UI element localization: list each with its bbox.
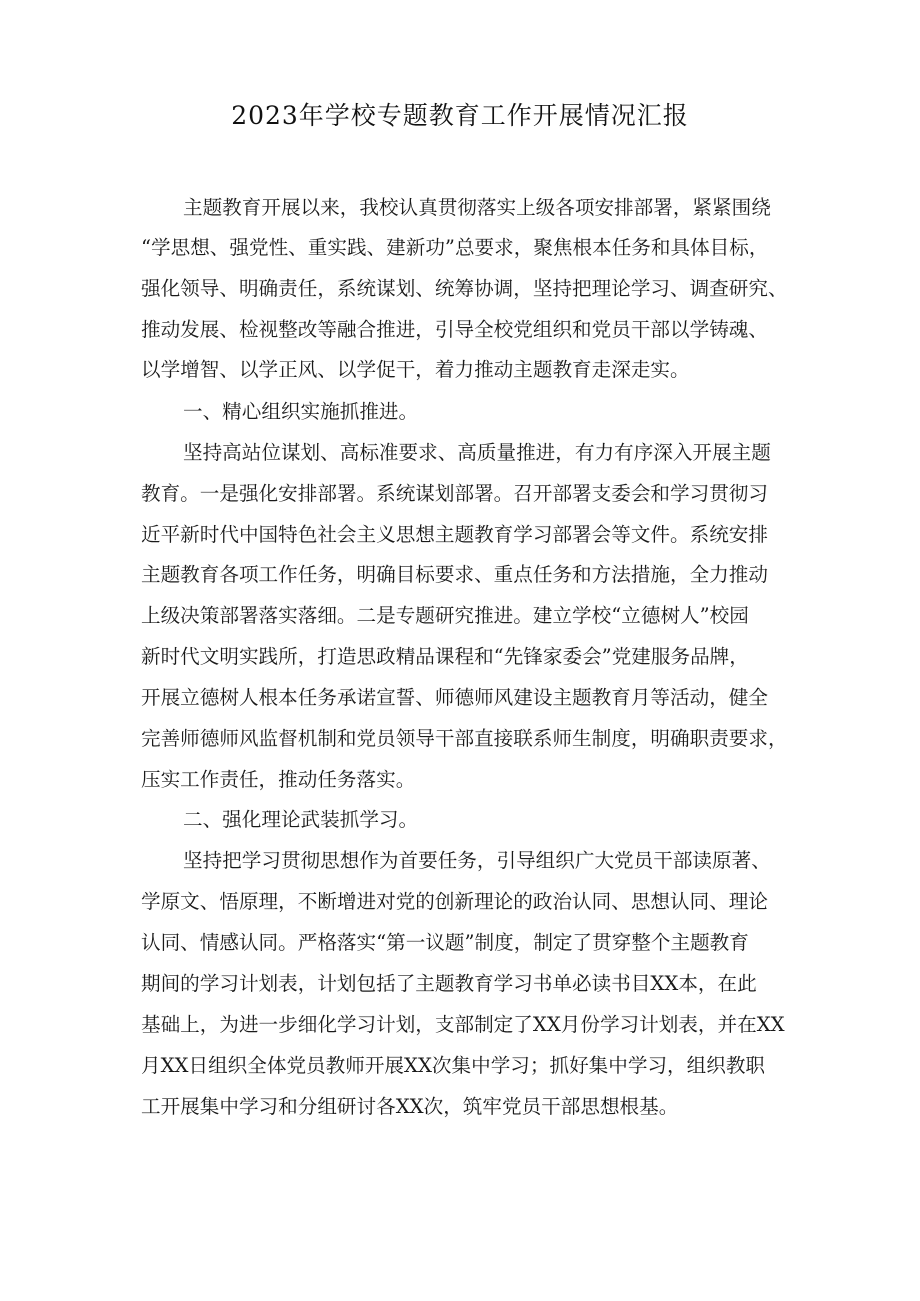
paragraph-line: 坚持把学习贯彻思想作为首要任务，引导组织广大党员干部读原著、 bbox=[183, 849, 771, 872]
paragraph-line: 教育。一是强化安排部署。系统谋划部署。召开部署支委会和学习贯彻习 bbox=[141, 482, 768, 505]
paragraph-line: 以学增智、以学正风、以学促干，着力推动主题教育走深走实。 bbox=[141, 358, 690, 381]
paragraph-line: 推动发展、检视整改等融合推进，引导全校党组织和党员干部以学铸魂、 bbox=[141, 318, 768, 341]
paragraph-line: 上级决策部署落实落细。二是专题研究推进。建立学校“立德树人”校园 bbox=[141, 604, 749, 627]
paragraph-line: 压实工作责任，推动任务落实。 bbox=[141, 768, 416, 791]
paragraph-line: “学思想、强党性、重实践、建新功”总要求，聚焦根本任务和具体目标， bbox=[141, 236, 769, 259]
paragraph-line: 新时代文明实践所，打造思政精品课程和“先锋家委会”党建服务品牌， bbox=[141, 645, 749, 668]
document-title: 2023年学校专题教育工作开展情况汇报 bbox=[231, 101, 689, 130]
section-heading-2: 二、强化理论武装抓学习。 bbox=[183, 808, 419, 831]
paragraph-line: 坚持高站位谋划、高标准要求、高质量推进，有力有序深入开展主题 bbox=[183, 441, 771, 464]
paragraph-line: 工开展集中学习和分组研讨各XX次，筑牢党员干部思想根基。 bbox=[141, 1095, 679, 1118]
section-heading-1: 一、精心组织实施抓推进。 bbox=[183, 400, 419, 423]
paragraph-line: 期间的学习计划表，计划包括了主题教育学习书单必读书目XX本，在此 bbox=[141, 972, 757, 995]
paragraph-line: 开展立德树人根本任务承诺宣誓、师德师风建设主题教育月等活动，健全 bbox=[141, 686, 768, 709]
paragraph-line: 基础上，为进一步细化学习计划，支部制定了XX月份学习计划表，并在XX bbox=[141, 1013, 785, 1036]
paragraph-line: 近平新时代中国特色社会主义思想主题教育学习部署会等文件。系统安排 bbox=[141, 523, 768, 546]
paragraph-line: 月XX日组织全体党员教师开展XX次集中学习；抓好集中学习，组织教职 bbox=[141, 1054, 766, 1077]
paragraph-line: 强化领导、明确责任，系统谋划、统筹协调，坚持把理论学习、调查研究、 bbox=[141, 277, 788, 300]
paragraph-line: 学原文、悟原理，不断增进对党的创新理论的政治认同、思想认同、理论 bbox=[141, 890, 768, 913]
paragraph-line: 主题教育各项工作任务，明确目标要求、重点任务和方法措施，全力推动 bbox=[141, 563, 768, 586]
paragraph-line: 完善师德师风监督机制和党员领导干部直接联系师生制度，明确职责要求， bbox=[141, 727, 788, 750]
paragraph-line: 主题教育开展以来，我校认真贯彻落实上级各项安排部署，紧紧围绕 bbox=[183, 196, 771, 219]
paragraph-line: 认同、情感认同。严格落实“第一议题”制度，制定了贯穿整个主题教育 bbox=[141, 931, 749, 954]
